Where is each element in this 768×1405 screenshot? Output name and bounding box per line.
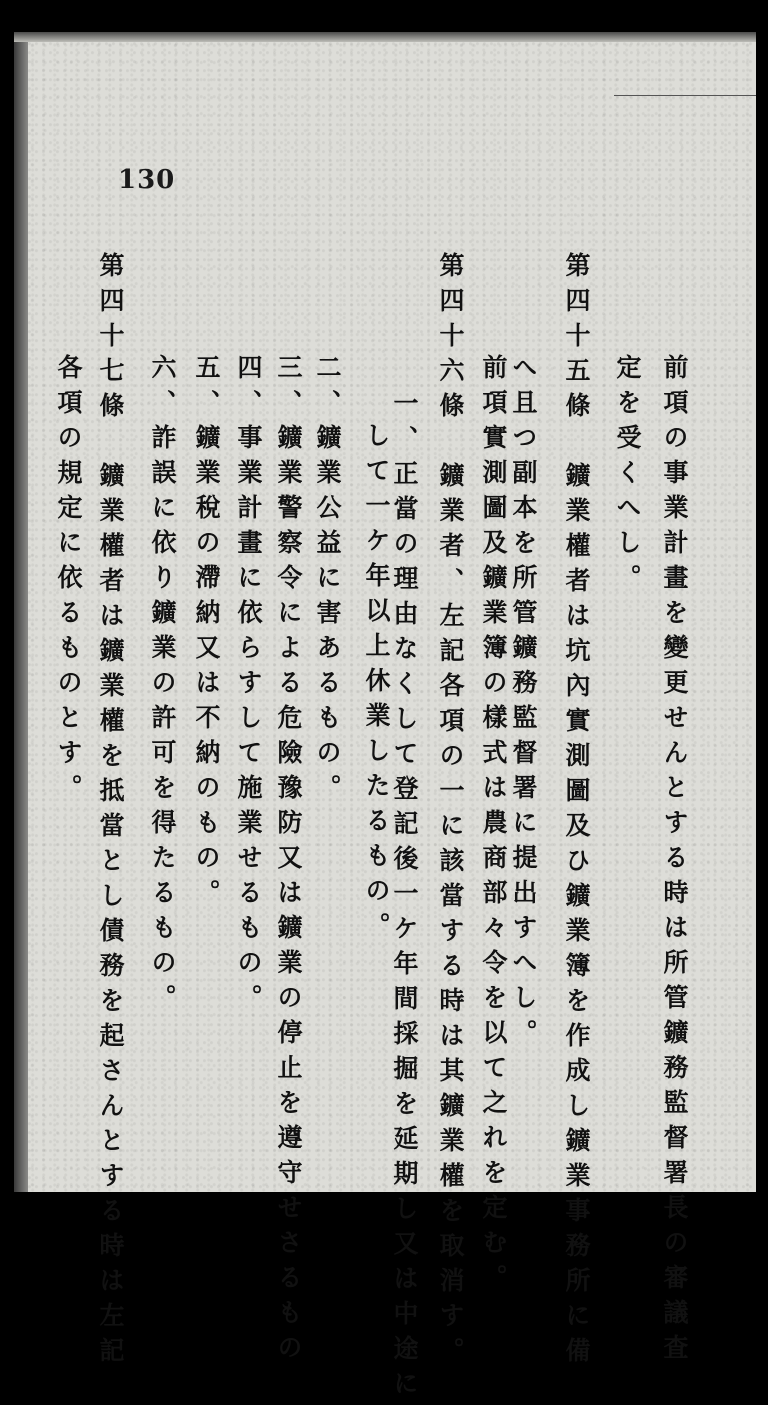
item-1-column: 一、正當の理由なくして登記後一ケ年間採掘を延期し又は中途に — [390, 390, 419, 1405]
item-2-column: 二、鑛業公益に害あるもの。 — [313, 354, 342, 809]
text-column-1: 前項の事業計畫を變更せんとする時は所管鑛務監督署長の審議査 — [660, 354, 689, 1369]
article-47-column: 第四十七條 鑛業權者は鑛業權を抵當とし債務を起さんとする時は左記 — [96, 252, 125, 1372]
item-4-column: 四、事業計畫に依らすして施業せるもの。 — [234, 354, 263, 1019]
page-left-edge — [14, 32, 28, 1192]
page-number: 130 — [118, 165, 176, 195]
text-column-2: 定を受くへし。 — [613, 354, 642, 599]
text-column-4: へ且つ副本を所管鑛務監督署に提出すへし。 — [509, 354, 538, 1054]
article-45-column: 第四十五條 鑛業權者は坑內實測圖及ひ鑛業簿を作成し鑛業事務所に備 — [562, 252, 591, 1372]
text-column-5: 前項實測圖及鑛業簿の樣式は農商部々令を以て之れを定む。 — [479, 354, 508, 1299]
document-page — [14, 32, 756, 1405]
item-3-column: 三、鑛業警察令による危險豫防又は鑛業の停止を遵守せさるもの — [274, 354, 303, 1369]
text-column-8: して一ケ年以上休業したるもの。 — [362, 422, 391, 947]
page-top-edge — [14, 32, 756, 42]
header-rule — [614, 95, 756, 96]
item-6-column: 六、詐誤に依り鑛業の許可を得たるもの。 — [148, 354, 177, 1019]
text-column-15: 各項の規定に依るものとす。 — [54, 354, 83, 809]
article-46-column: 第四十六條 鑛業者、左記各項の一に該當する時は其鑛業權を取消す。 — [436, 252, 465, 1372]
item-5-column: 五、鑛業稅の滯納又は不納のもの。 — [192, 354, 221, 914]
